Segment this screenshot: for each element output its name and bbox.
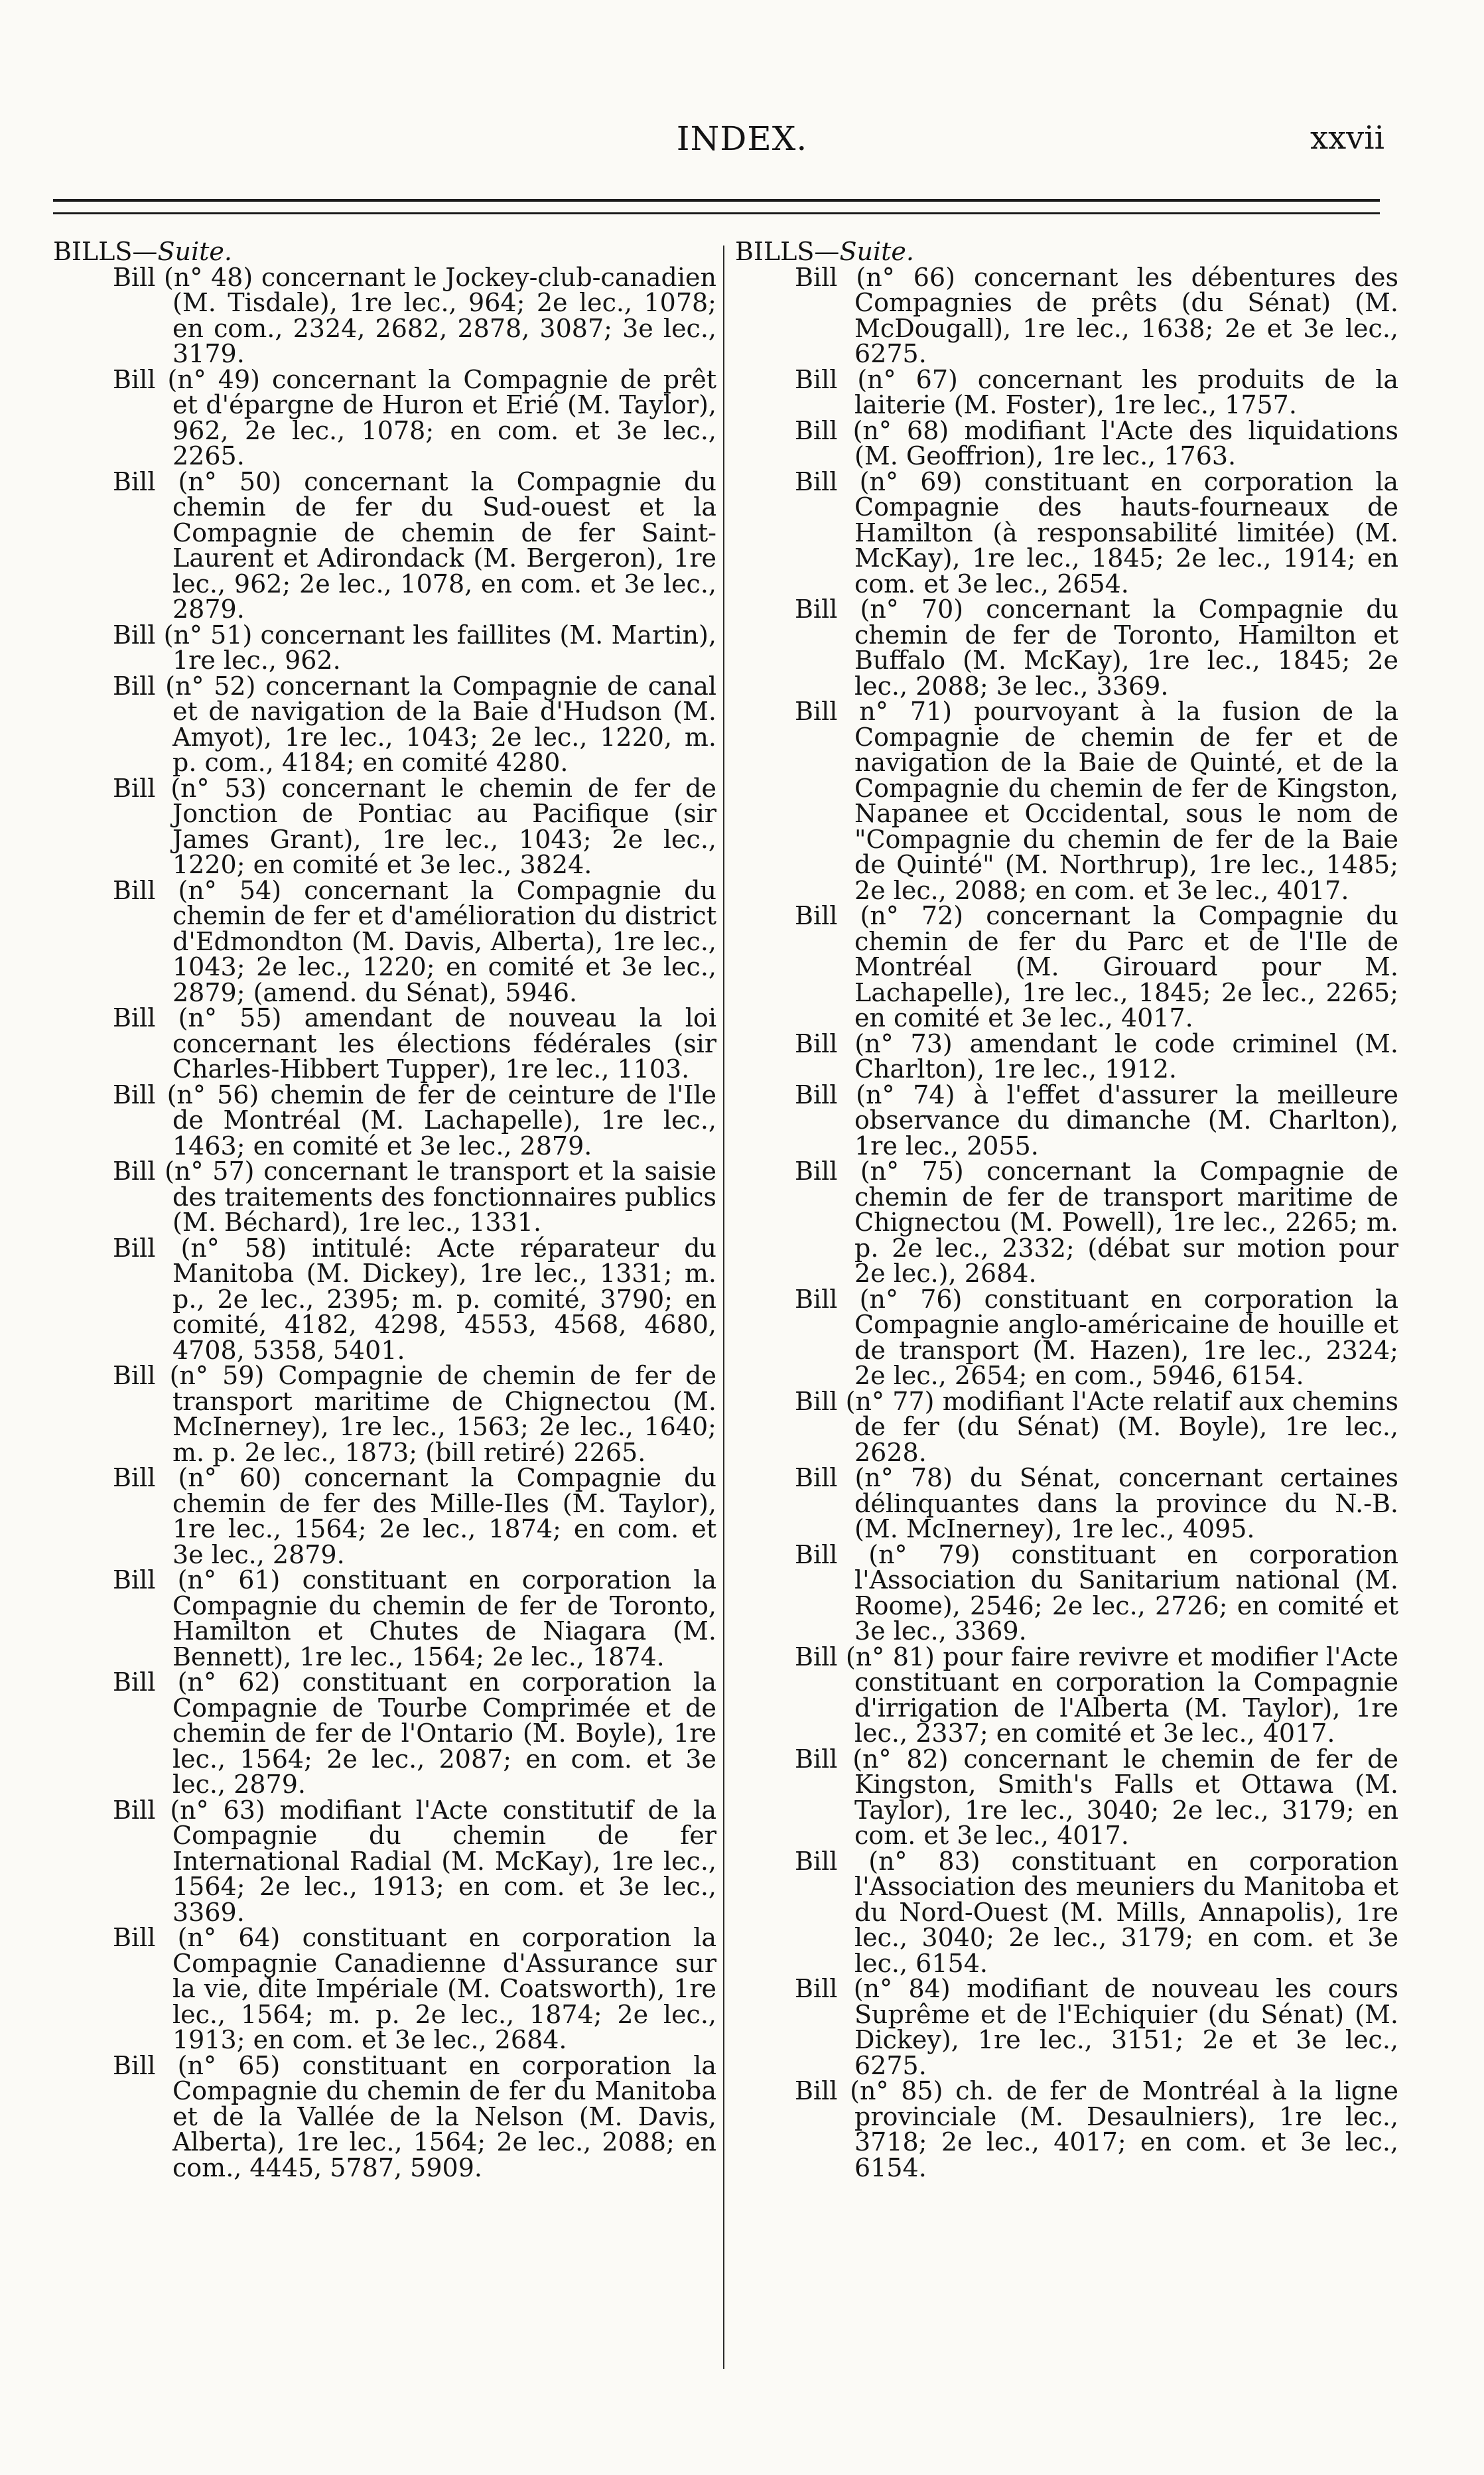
right-entry-list (735, 262, 1398, 2182)
section-heading-suffix: Suite. (839, 237, 914, 266)
index-entry: Bill (n° 78) du Sénat, concernant certaines délinquantes dans la province du N.-B. (M. McInerney), 1re lec., 4095. (795, 1463, 1398, 1543)
index-entry: Bill (n° 56) chemin de fer de ceinture de l'Ile de Montréal (M. Lachapelle), 1re lec., 1463; en comité et 3e lec., 2879. (113, 1080, 716, 1161)
index-entry: Bill (n° 68) modifiant l'Acte des liquidations (M. Geoffrion), 1re lec., 1763. (795, 415, 1398, 470)
section-heading-suffix: Suite. (157, 237, 232, 266)
page-number: xxvii (1310, 119, 1384, 157)
index-entry: Bill (n° 70) concernant la Compagnie du chemin de fer de Toronto, Hamilton et Buffalo (M. McKay), 1re lec., 1845; 2e lec., 2088; 3e lec., 3369. (795, 595, 1398, 701)
index-entry: Bill (n° 53) concernant le chemin de fer de Jonction de Pontiac au Pacifique (sir James Grant), 1re lec., 1043; 2e lec., 1220; en comité et 3e lec., 3824. (113, 773, 716, 879)
section-heading-label: BILLS— (53, 237, 158, 266)
index-entry: Bill (n° 55) amendant de nouveau la loi concernant les élections fédérales (sir Charles-Hibbert Tupper), 1re lec., 1103. (113, 1003, 716, 1084)
index-entry: Bill (n° 72) concernant la Compagnie du chemin de fer du Parc et de l'Ile de Montréal (M. Girouard pour M. Lachapelle), 1re lec., 1845; 2e lec., 2265; en comité et 3e lec., 4017. (795, 901, 1398, 1032)
index-entry: Bill (n° 81) pour faire revivre et modifier l'Acte constituant en corporation la Compagnie d'irrigation de l'Alberta (M. Taylor), 1re lec., 2337; en comité et 3e lec., 4017. (795, 1642, 1398, 1748)
index-entry: Bill (n° 49) concernant la Compagnie de prêt et d'épargne de Huron et Erié (M. Taylor), 962, 2e lec., 1078; en com. et 3e lec., 2265. (113, 364, 716, 470)
index-entry: Bill (n° 69) constituant en corporation la Compagnie des hauts-fourneaux de Hamilton (à responsabilité limitée) (M. McKay), 1re lec., 1845; 2e lec., 1914; en com. et 3e lec., 2654. (795, 466, 1398, 599)
index-entry: Bill (n° 63) modifiant l'Acte constitutif de la Compagnie du chemin de fer International Radial (M. McKay), 1re lec., 1564; 2e lec., 1913; en com. et 3e lec., 3369. (113, 1795, 716, 1927)
index-entry: Bill (n° 51) concernant les faillites (M. Martin), 1re lec., 962. (113, 620, 716, 675)
header-rule-top (53, 199, 1380, 202)
index-entry: Bill (n° 79) constituant en corporation l'Association du Sanitarium national (M. Roome), 2546; 2e lec., 2726; en comité et 3e lec., 3369. (795, 1539, 1398, 1646)
index-entry: Bill (n° 77) modifiant l'Acte relatif aux chemins de fer (du Sénat) (M. Boyle), 1re lec., 2628. (795, 1386, 1398, 1467)
index-entry: Bill (n° 75) concernant la Compagnie de chemin de fer de transport maritime de Chignectou (M. Powell), 1re lec., 2265; m. p. 2e lec., 2332; (débat sur motion pour 2e lec.), 2684. (795, 1157, 1398, 1288)
index-entry: Bill (n° 59) Compagnie de chemin de fer de transport maritime de Chignectou (M. McInerney), 1re lec., 1563; 2e lec., 1640; m. p. 2e lec., 1873; (bill retiré) 2265. (113, 1361, 716, 1467)
section-heading (735, 239, 1398, 265)
column-divider (723, 246, 724, 2369)
section-heading (53, 239, 716, 265)
index-entry: Bill (n° 84) modifiant de nouveau les cours Suprême et de l'Echiquier (du Sénat) (M. Dickey), 1re lec., 3151; 2e et 3e lec., 6275. (795, 1974, 1398, 2080)
page-title: INDEX. (676, 119, 808, 158)
left-column (53, 239, 716, 2180)
index-entry: Bill (n° 62) constituant en corporation la Compagnie de Tourbe Comprimée et de chemin de fer de l'Ontario (M. Boyle), 1re lec., 1564; 2e lec., 2087; en com. et 3e lec., 2879. (113, 1667, 716, 1799)
index-entry: Bill (n° 85) ch. de fer de Montréal à la ligne provinciale (M. Desaulniers), 1re lec., 3718; 2e lec., 4017; en com. et 3e lec., 6154. (795, 2076, 1398, 2182)
index-entry: Bill (n° 83) constituant en corporation l'Association des meuniers du Manitoba et du Nord-Ouest (M. Mills, Annapolis), 1re lec., 3040; 2e lec., 3179; en com. et 3e lec., 6154. (795, 1846, 1398, 1978)
header-rule-bottom (53, 212, 1380, 214)
index-entry: Bill (n° 58) intitulé: Acte réparateur du Manitoba (M. Dickey), 1re lec., 1331; m. p., 2e lec., 2395; m. p. comité, 3790; en comité, 4182, 4298, 4553, 4568, 4680, 4708, 5358, 5401. (113, 1233, 716, 1365)
index-entry: Bill (n° 52) concernant la Compagnie de canal et de navigation de la Baie d'Hudson (M. Amyot), 1re lec., 1043; 2e lec., 1220, m. p. com., 4184; en comité 4280. (113, 671, 716, 777)
index-entry: Bill (n° 76) constituant en corporation la Compagnie anglo-américaine de houille et de transport (M. Hazen), 1re lec., 2324; 2e lec., 2654; en com., 5946, 6154. (795, 1284, 1398, 1390)
left-entry-list (53, 262, 716, 2182)
index-entry: Bill (n° 50) concernant la Compagnie du chemin de fer du Sud-ouest et la Compagnie de chemin de fer Saint-Laurent et Adirondack (M. Bergeron), 1re lec., 962; 2e lec., 1078, en com. et 3e lec., 2879. (113, 466, 716, 624)
index-entry: Bill (n° 67) concernant les produits de la laiterie (M. Foster), 1re lec., 1757. (795, 364, 1398, 419)
index-entry: Bill (n° 54) concernant la Compagnie du chemin de fer et d'amélioration du district d'Edmondton (M. Davis, Alberta), 1re lec., 1043; 2e lec., 1220; en comité et 3e lec., 2879; (amend. du Sénat), 5946. (113, 875, 716, 1007)
index-entry: Bill (n° 82) concernant le chemin de fer de Kingston, Smith's Falls et Ottawa (M. Taylor), 1re lec., 3040; 2e lec., 3179; en com. et 3e lec., 4017. (795, 1744, 1398, 1850)
index-entry: Bill (n° 57) concernant le transport et la saisie des traitements des fonctionnaires publics (M. Béchard), 1re lec., 1331. (113, 1157, 716, 1237)
index-entry: Bill (n° 61) constituant en corporation la Compagnie du chemin de fer de Toronto, Hamilton et Chutes de Niagara (M. Bennett), 1re lec., 1564; 2e lec., 1874. (113, 1565, 716, 1671)
index-entry: Bill (n° 64) constituant en corporation la Compagnie Canadienne d'Assurance sur la vie, dite Impériale (M. Coatsworth), 1re lec., 1564; m. p. 2e lec., 1874; 2e lec., 1913; en com. et 3e lec., 2684. (113, 1923, 716, 2054)
index-entry: Bill (n° 66) concernant les débentures des Compagnies de prêts (du Sénat) (M. McDougall), 1re lec., 1638; 2e et 3e lec., 6275. (795, 262, 1398, 368)
page-header (0, 119, 1484, 173)
right-column (735, 239, 1398, 2180)
section-heading-label: BILLS— (735, 237, 840, 266)
index-entry: Bill n° 71) pourvoyant à la fusion de la Compagnie de chemin de fer et de navigation de la Baie de Quinté, et de la Compagnie du chemin de fer de Kingston, Napanee et Occidental, sous le nom de "Compagnie du chemin de fer de la Baie de Quinté" (M. Northrup), 1re lec., 1485; 2e lec., 2088; en com. et 3e lec., 4017. (795, 697, 1398, 905)
index-entry: Bill (n° 74) à l'effet d'assurer la meilleure observance du dimanche (M. Charlton), 1re lec., 2055. (795, 1080, 1398, 1161)
index-entry: Bill (n° 65) constituant en corporation la Compagnie du chemin de fer du Manitoba et de la Vallée de la Nelson (M. Davis, Alberta), 1re lec., 1564; 2e lec., 2088; en com., 4445, 5787, 5909. (113, 2050, 716, 2182)
index-entry: Bill (n° 73) amendant le code criminel (M. Charlton), 1re lec., 1912. (795, 1028, 1398, 1084)
index-entry: Bill (n° 48) concernant le Jockey-club-canadien (M. Tisdale), 1re lec., 964; 2e lec., 1078; en com., 2324, 2682, 2878, 3087; 3e lec., 3179. (113, 262, 716, 368)
index-entry: Bill (n° 60) concernant la Compagnie du chemin de fer des Mille-Iles (M. Taylor), 1re lec., 1564; 2e lec., 1874; en com. et 3e lec., 2879. (113, 1463, 716, 1569)
